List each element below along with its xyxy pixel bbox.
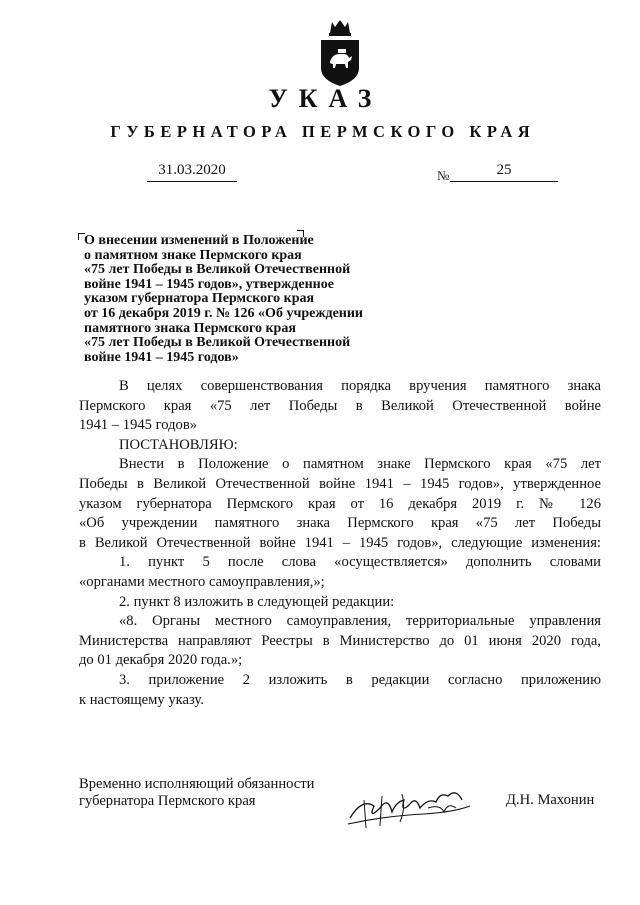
- subject-line: войне 1941 – 1945 годов»: [84, 349, 239, 365]
- document-date: 31.03.2020: [147, 162, 237, 182]
- signatory-position-line: губернатора Пермского края: [79, 792, 256, 809]
- subject-line: памятного знака Пермского края: [84, 320, 296, 336]
- body-line: до 01 декабря 2020 года.»;: [79, 652, 243, 669]
- subject-block: [84, 234, 394, 365]
- number-label: №: [437, 168, 450, 183]
- document-number: 25: [450, 162, 558, 182]
- subject-line: указом губернатора Пермского края: [84, 291, 315, 307]
- body-line: в Великой Отечественной войне 1941 – 1945 годов», следующие изменения:: [79, 534, 601, 551]
- body-line: указом губернатора Пермского края от 16 декабря 2019 г. № 126: [79, 495, 601, 512]
- body-line: 2. пункт 8 изложить в следующей редакции:: [119, 593, 395, 610]
- body-line: Победы в Великой Отечественной войне 1941 – 1945 годов», утвержденное: [79, 475, 601, 492]
- decree-keyword: ПОСТАНОВЛЯЮ:: [119, 436, 238, 453]
- body-line: 1941 – 1945 годов»: [79, 417, 198, 434]
- coat-of-arms-icon: [318, 18, 362, 88]
- subject-line: О внесении изменений в Положение: [84, 233, 314, 248]
- subject-line: войне 1941 – 1945 годов», утвержденное: [84, 276, 334, 292]
- body-line: 1. пункт 5 после слова «осуществляется» дополнить словами: [119, 554, 601, 571]
- body-line: «Об учреждении памятного знака Пермского края «75 лет Победы: [79, 515, 601, 532]
- document-subtitle: ГУБЕРНАТОРА ПЕРМСКОГО КРАЯ: [110, 122, 536, 141]
- document-body: [79, 377, 601, 710]
- body-line: «8. Органы местного самоуправления, территориальные управления: [119, 613, 601, 630]
- signatory-name: Д.Н. Махонин: [506, 792, 595, 808]
- subject-line: «75 лет Победы в Великой Отечественной: [84, 262, 351, 278]
- subject-line: «75 лет Победы в Великой Отечественной: [84, 335, 351, 351]
- body-line: Внести в Положение о памятном знаке Пермского края «75 лет: [119, 456, 601, 473]
- body-line: Министерства направляют Реестры в Министерство до 01 июня 2020 года,: [79, 632, 601, 649]
- signatory-position-line: Временно исполняющий обязанности: [79, 776, 315, 792]
- subject-line: от 16 декабря 2019 г. № 126 «Об учреждении: [84, 305, 363, 321]
- body-line: к настоящему указу.: [79, 691, 204, 708]
- signatory-position: [79, 776, 314, 809]
- document-title: УКАЗ: [268, 84, 383, 113]
- body-line: 3. приложение 2 изложить в редакции согласно приложению: [119, 671, 601, 688]
- body-line: В целях совершенствования порядка вручения памятного знака: [119, 378, 601, 394]
- subject-line: о памятном знаке Пермского края: [84, 247, 302, 263]
- body-line: Пермского края «75 лет Победы в Великой Отечественной войне: [79, 397, 601, 414]
- handwritten-signature: [344, 778, 474, 834]
- body-line: «органами местного самоуправления,»;: [79, 573, 325, 590]
